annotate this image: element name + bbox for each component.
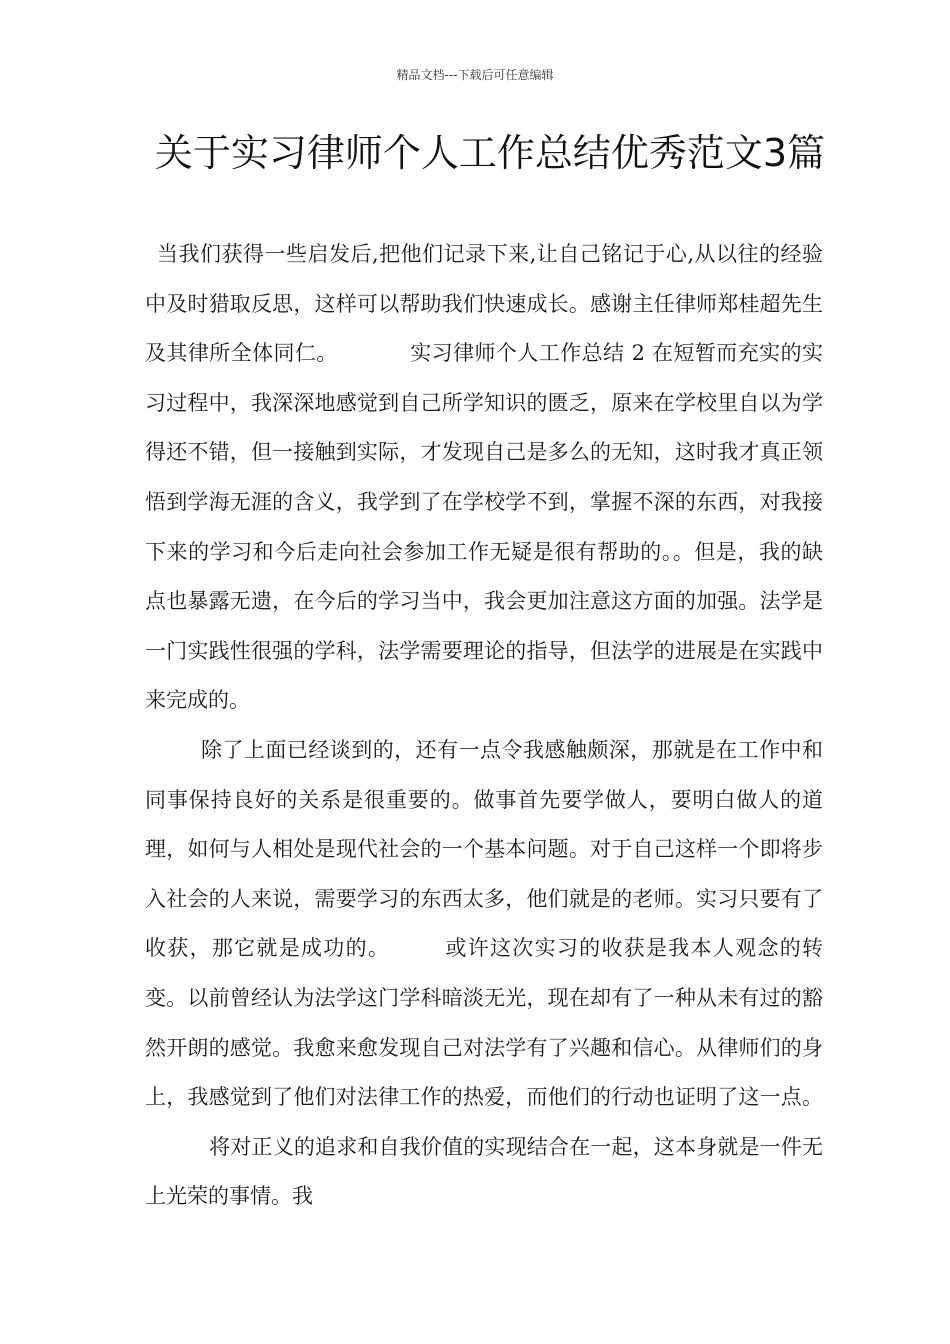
paragraph-2-segment-1: 除了上面已经谈到的，还有一点令我感触颇深，那就是在工作中和同事保持良好的关系是很重要的。做事首先要学做人，要明白做人的道理，如何与人相处是现代社会的一个基本问题。对于自己这样一个即将步入社会的人来说，需要学习的东西太多，他们就是的老师。实习只要有了收获，那它就是成功的。 — [145, 737, 823, 961]
paragraph-1-segment-1: 当我们获得一些启发后,把他们记录下来,让自己铭记于心,从以往的经验中及时猎取反思，这样可以帮助我们快速成长。感谢主任律师郑桂超先生及其律所全体同仁。 — [145, 242, 823, 366]
paragraph-2 — [145, 726, 823, 1222]
paragraph-1-segment-2: 实习律师个人工作总结 2 在短暂而充实的实习过程中，我深深地感觉到自己所学知识的匮乏，原来在学校里自以为学得还不错，但一接触到实际，才发现自己是多么的无知，这时我才真正领悟到学海无涯的含义，我学到了在学校学不到，掌握不深的东西，对我接下来的学习和今后走向社会参加工作无疑是很有帮助的。。但是，我的缺点也暴露无遗，在今后的学习当中，我会更加注意这方面的加强。法学是一门实践性很强的学科，法学需要理论的指导，但法学的进展是在实践中来完成的。 — [145, 341, 823, 713]
header-note: 精品文档---下载后可任意编辑 — [396, 68, 554, 82]
paragraph-1 — [145, 230, 823, 726]
document-title: 关于实习律师个人工作总结优秀范文3篇 — [154, 131, 826, 175]
document-body — [145, 230, 823, 1222]
paragraph-2-segment-2: 或许这次实习的收获是我本人观念的转变。以前曾经认为法学这门学科暗淡无光，现在却有了一种从未有过的豁然开朗的感觉。我愈来愈发现自己对法学有了兴趣和信心。从律师们的身上，我感觉到了他们对法律工作的热爱，而他们的行动也证明了这一点。 — [145, 936, 824, 1110]
paragraph-2-segment-3: 将对正义的追求和自我价值的实现结合在一起，这本身就是一件无上光荣的事情。我 — [145, 1134, 823, 1209]
